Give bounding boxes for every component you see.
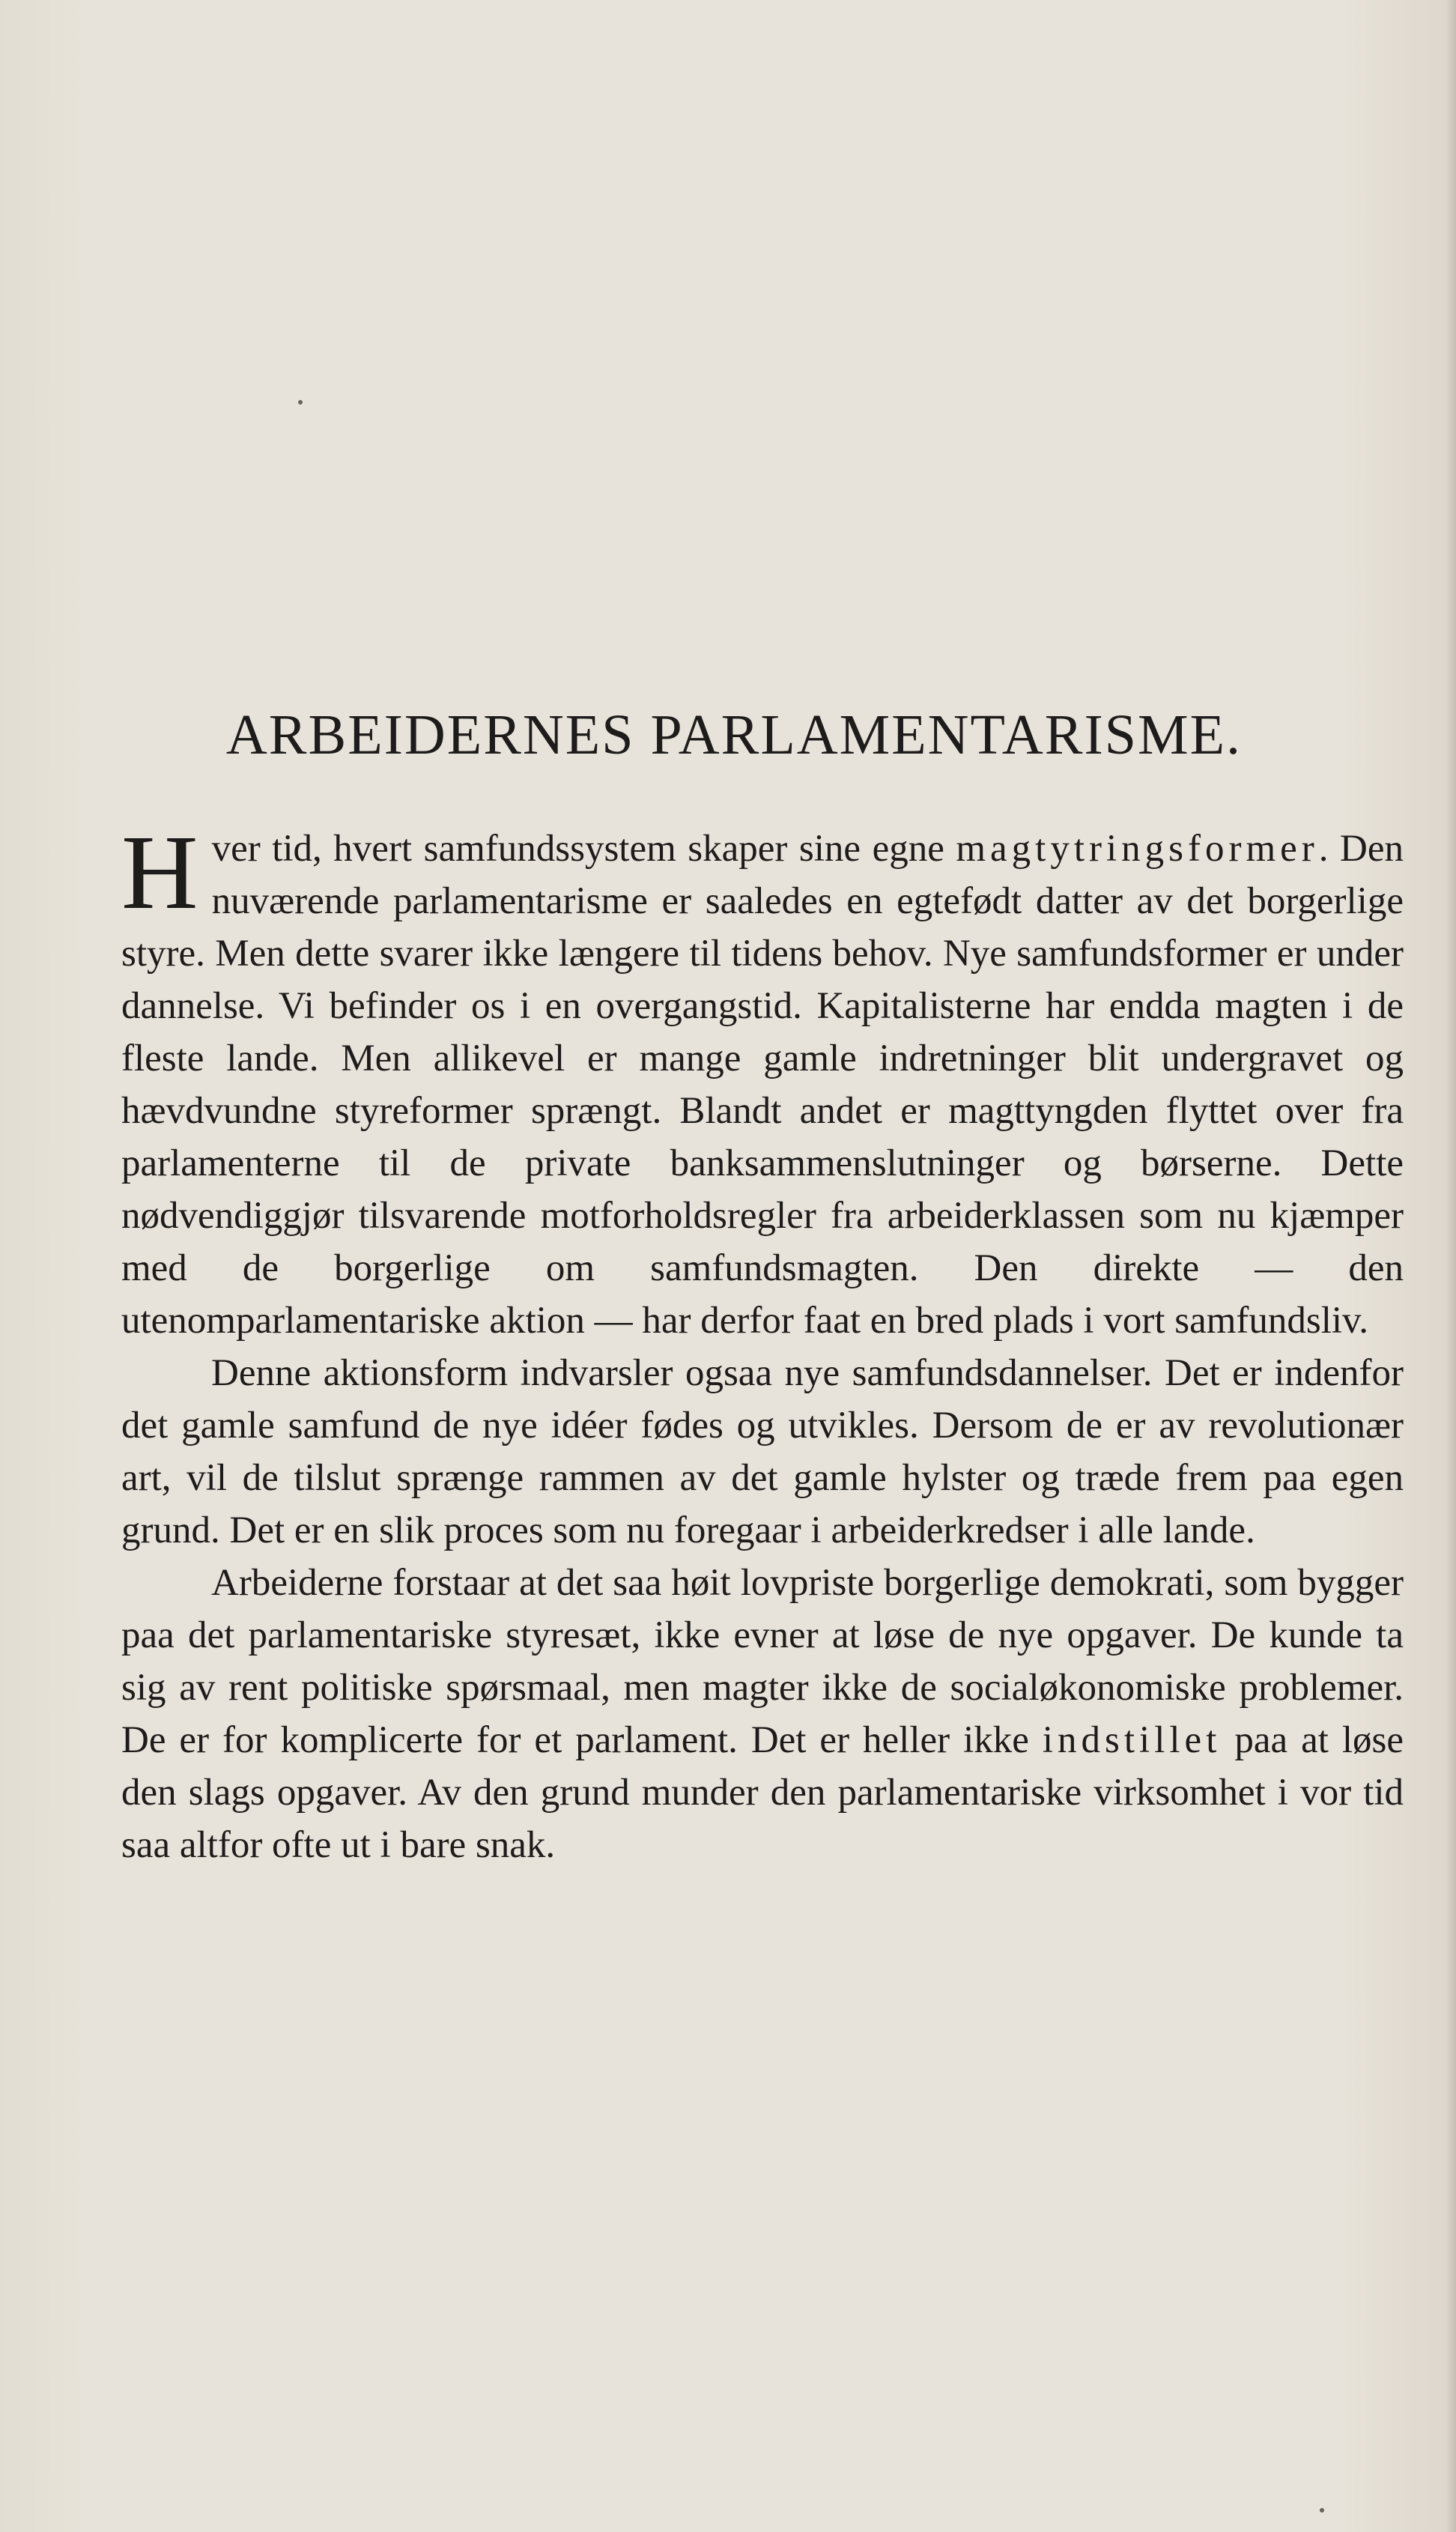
paragraph-1-text-b: . Den nuværende parlamentarisme er saaledes en egtefødt datter av det borgerlige styre. Men dette svarer ikke længere til tidens behov. Nye samfundsformer er under dannelse. Vi befinder os i en overgangstid. Kapitalisterne har endda magten i de fleste lande. Men allikevel er mange gamle indretninger blit undergravet og hævdvundne styreformer sprængt. Blandt andet er magttyngden flyttet over fra parlamenterne til de private banksammenslutninger og børserne. Dette nødvendiggjør tilsvarende motforholdsregler fra arbeiderklassen som nu kjæmper med de borgerlige om samfundsmagten. Den direkte — den utenomparlamentariske aktion — har derfor faat en bred plads i vort samfundsliv. [121,828,1404,1342]
paragraph-3 [121,1557,1404,1871]
chapter-heading: ARBEIDERNES PARLAMENTARISME. [225,703,1243,766]
paragraph-3-emphasis: indstillet [1042,1719,1222,1761]
drop-cap: H [121,813,198,931]
paper-speck [298,400,303,405]
paragraph-1 [121,813,1404,1347]
page-edge-shadow [1446,0,1456,2532]
paragraph-1-emphasis: magtytringsformer [956,828,1319,870]
paragraph-2: Denne aktionsform indvarsler ogsaa nye samfundsdannelser. Det er indenfor det gamle samfund de nye idéer fødes og utvikles. Dersom de er av revolutionær art, vil de tilslut sprænge rammen av det gamle hylster og træde frem paa egen grund. Det er en slik proces som nu foregaar i arbeiderkredser i alle lande. [121,1352,1404,1551]
paragraph-3-text-a: Arbeiderne forstaar at det saa høit lovpriste borgerlige demokrati, som bygger paa det parlamentariske styresæt, ikke evner at løse de nye opgaver. De kunde ta sig av rent politiske spørsmaal, men magter ikke de socialøkonomiske problemer. De er for komplicerte for et parlament. Det er heller ikke [121,1562,1404,1761]
paper-speck [1320,2508,1324,2513]
paragraph-3-text-b: paa at løse den slags opgaver. Av den grund munder den parlamentariske virksomhet i vor tid saa altfor ofte ut i bare snak. [121,1719,1404,1866]
body-text [121,813,1404,1871]
paragraph-1-text-a: ver tid, hvert samfundssystem skaper sine egne [211,828,956,870]
